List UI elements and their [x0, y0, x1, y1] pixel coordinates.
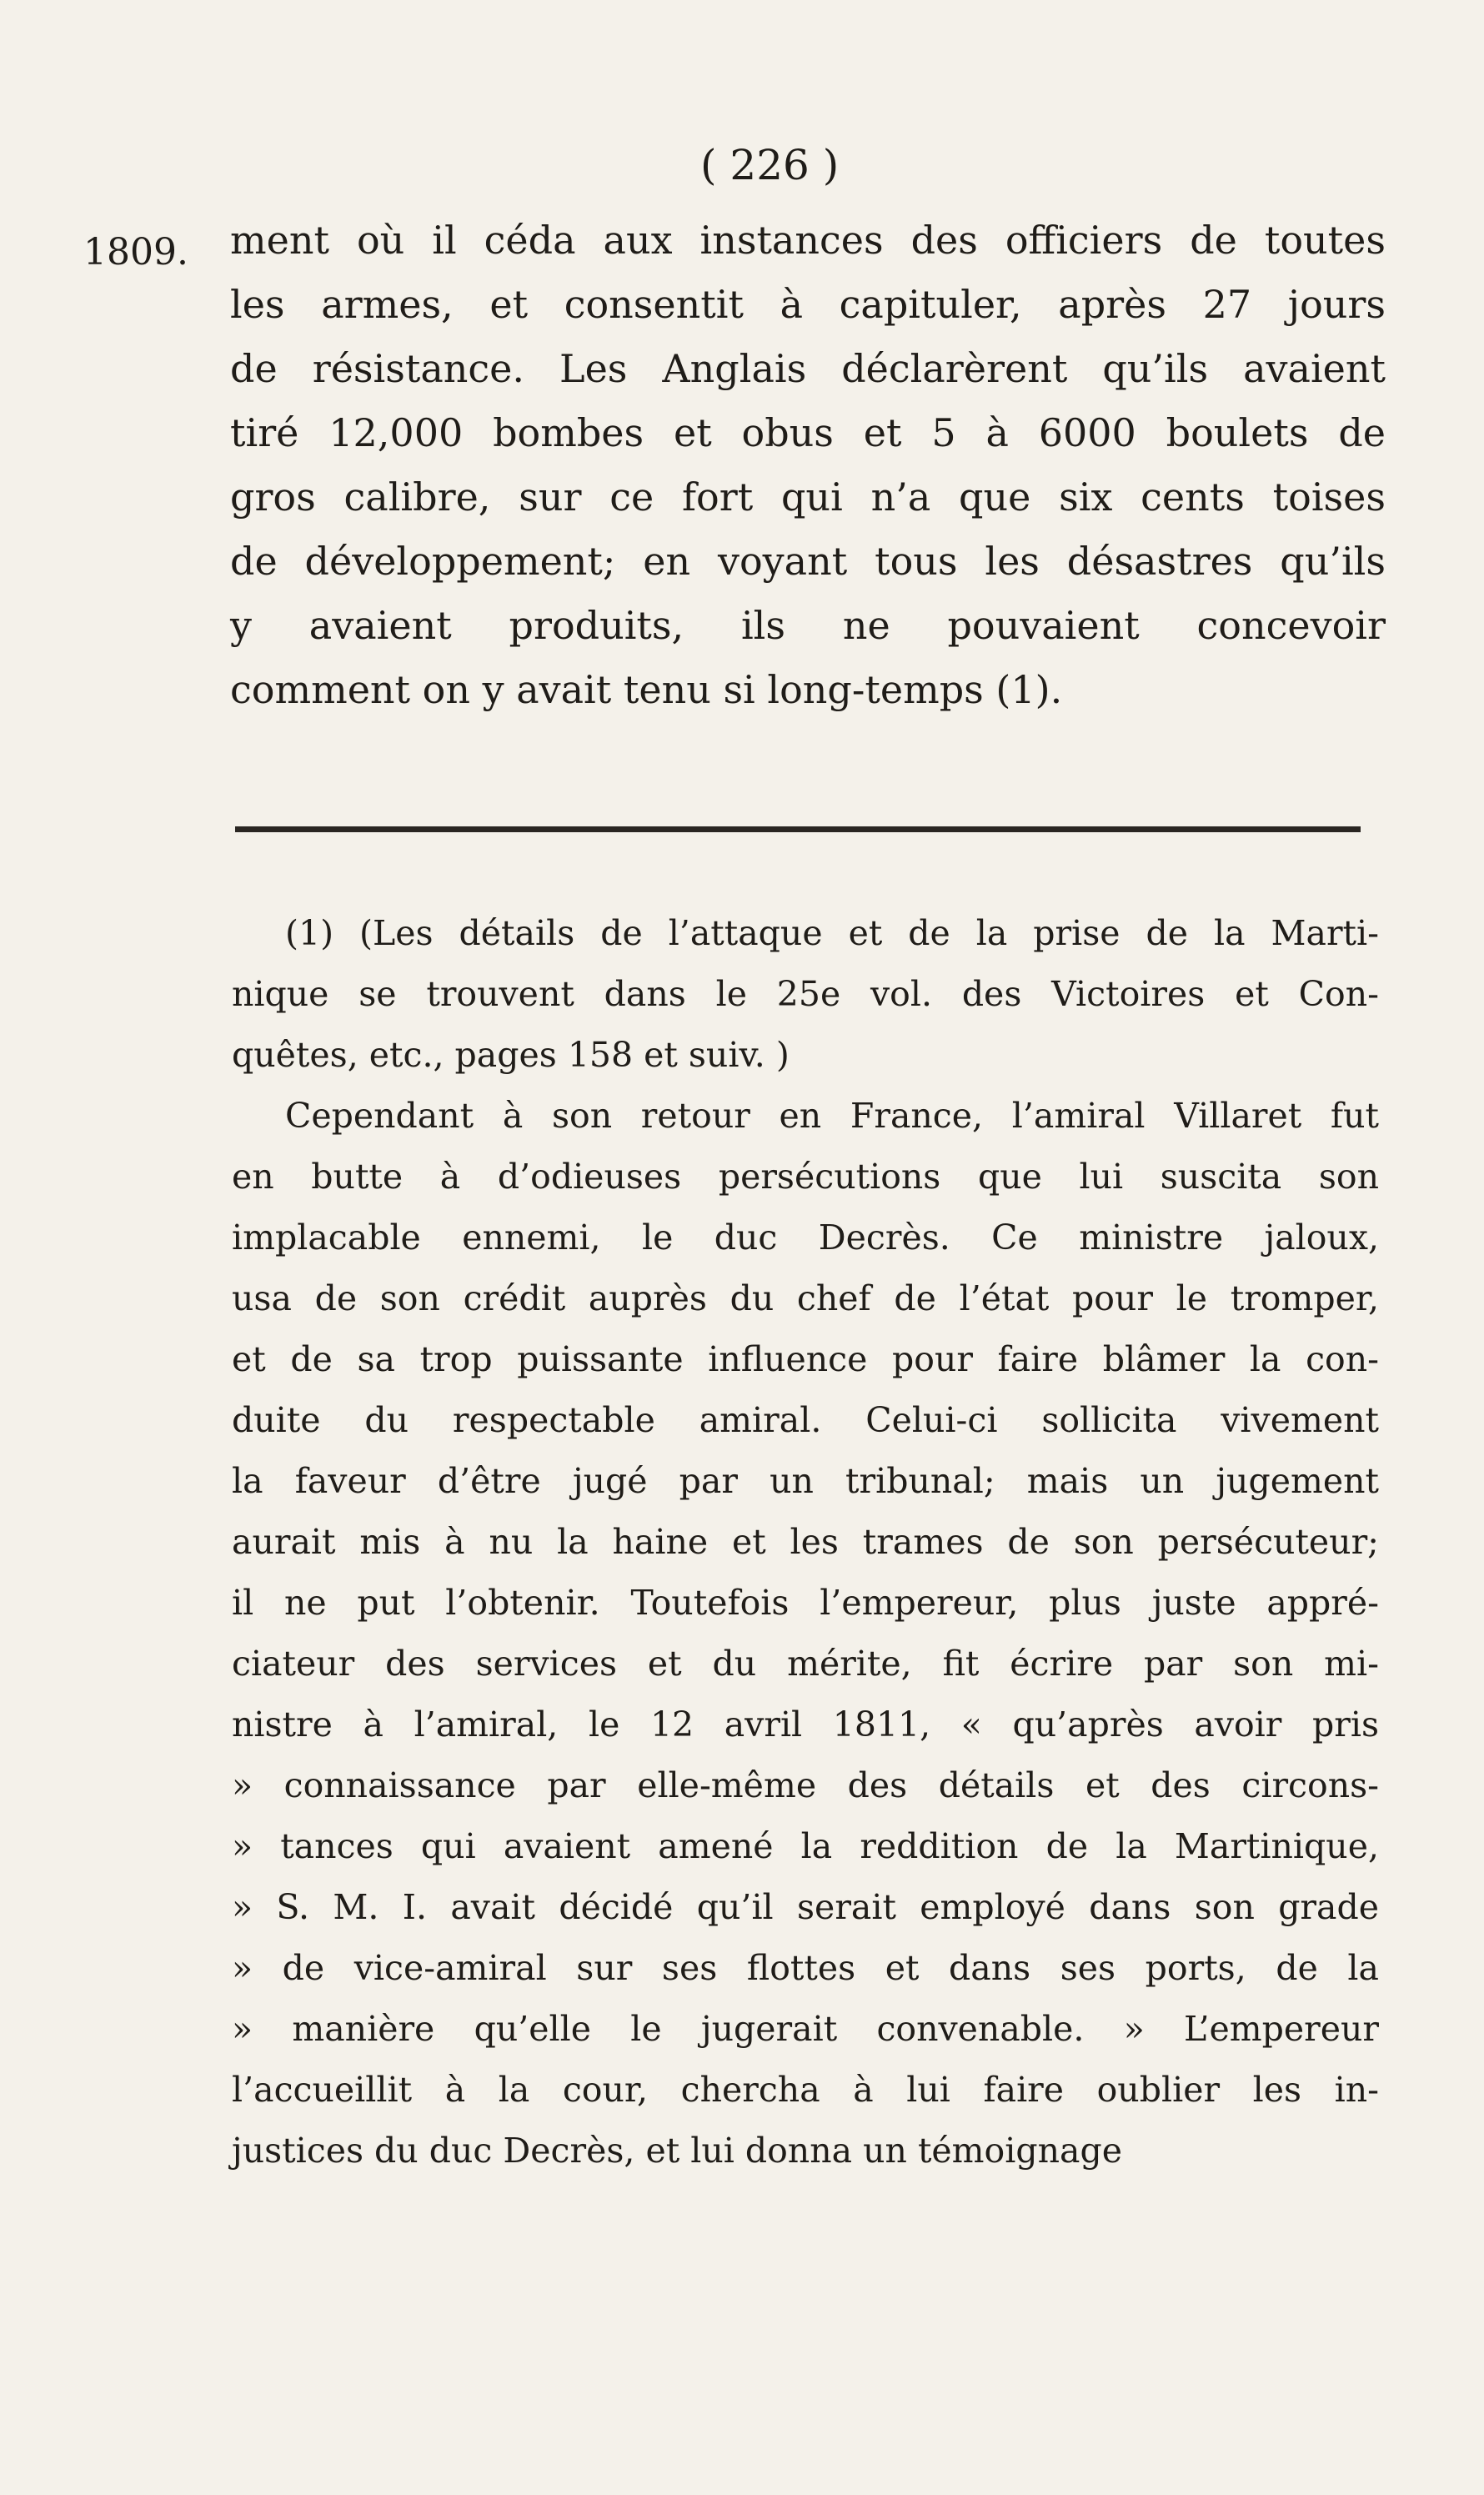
main-text [230, 208, 1386, 722]
footnote-line: en butte à d’odieuses persécutions que lui suscita son [232, 1157, 1379, 1197]
footnote-line: » S. M. I. avait décidé qu’il serait employé dans son grade [232, 1887, 1379, 1927]
footnote-line: » de vice-amiral sur ses flottes et dans ses ports, de la [232, 1948, 1379, 1988]
footnote-line: » connaissance par elle-même des détails et des circons- [232, 1765, 1379, 1805]
footnote-line: implacable ennemi, le duc Decrès. Ce ministre jaloux, [232, 1217, 1379, 1258]
footnote-line: il ne put l’obtenir. Toutefois l’empereur, plus juste appré- [232, 1583, 1379, 1623]
body-line: ment où il céda aux instances des officiers de toutes [230, 218, 1386, 263]
footnote-line: » manière qu’elle le jugerait convenable. » L’empereur [232, 2009, 1379, 2049]
body-line: les armes, et consentit à capituler, après 27 jours [230, 282, 1386, 327]
margin-year: 1809. [83, 231, 188, 274]
footnote-line: aurait mis à nu la haine et les trames de son persécuteur; [232, 1522, 1379, 1562]
footnote-line: (1) (Les détails de l’attaque et de la prise de la Marti- [285, 913, 1379, 953]
page-number: ( 226 ) [700, 141, 840, 189]
body-line: de résistance. Les Anglais déclarèrent qu’ils avaient [230, 346, 1386, 391]
footnote-line: Cependant à son retour en France, l’amiral Villaret fut [285, 1096, 1379, 1136]
body-line: de développement; en voyant tous les désastres qu’ils [230, 539, 1386, 584]
body-line: tiré 12,000 bombes et obus et 5 à 6000 boulets de [230, 410, 1386, 455]
footnote-block [232, 903, 1379, 2181]
footnote-divider [235, 826, 1361, 832]
footnote-line: duite du respectable amiral. Celui-ci sollicita vivement [232, 1400, 1379, 1440]
footnote-line: justices du duc Decrès, et lui donna un témoignage [232, 2131, 1122, 2171]
footnote-line: nique se trouvent dans le 25e vol. des Victoires et Con- [232, 974, 1379, 1014]
body-line: gros calibre, sur ce fort qui n’a que six cents toises [230, 474, 1386, 520]
footnote-line: nistre à l’amiral, le 12 avril 1811, « qu’après avoir pris [232, 1704, 1379, 1744]
footnote-line: » tances qui avaient amené la reddition de la Martinique, [232, 1826, 1379, 1866]
footnote-line: usa de son crédit auprès du chef de l’état pour le tromper, [232, 1278, 1379, 1318]
body-line: comment on y avait tenu si long-temps (1). [230, 667, 1063, 712]
body-line: y avaient produits, ils ne pouvaient concevoir [230, 603, 1386, 648]
footnote-line: et de sa trop puissante influence pour faire blâmer la con- [232, 1339, 1379, 1379]
footnote-line: quêtes, etc., pages 158 et suiv. ) [232, 1035, 790, 1075]
footnote-line: l’accueillit à la cour, chercha à lui faire oublier les in- [232, 2070, 1379, 2110]
footnote-line: la faveur d’être jugé par un tribunal; mais un jugement [232, 1461, 1379, 1501]
footnote-line: ciateur des services et du mérite, fit écrire par son mi- [232, 1644, 1379, 1684]
